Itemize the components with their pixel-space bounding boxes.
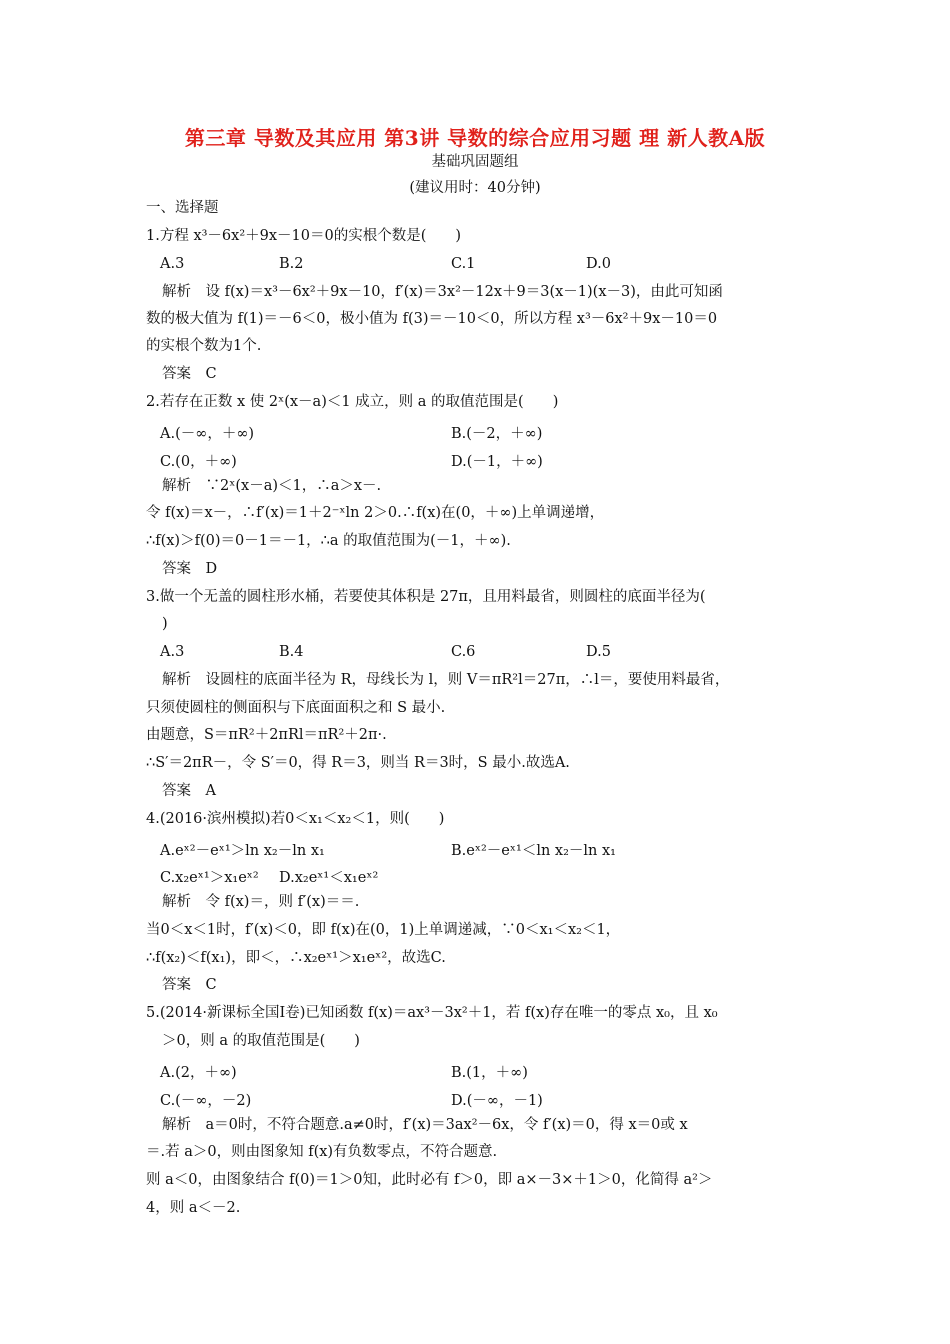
q5-option-d: D.(－∞，－1): [451, 1093, 543, 1109]
q5-analysis-3: 则 a＜0，由图象结合 f(0)＝1＞0知，此时必有 f＞0，即 a×－3×＋1＞0，化简得 a²＞: [146, 1172, 713, 1188]
q4-answer: 答案 C: [162, 977, 217, 993]
time-note: (建议用时：40分钟): [409, 180, 541, 196]
q1-option-d: D.0: [586, 256, 611, 272]
q3-analysis-3: 由题意，S＝πR²＋2πRl＝πR²＋2π·.: [146, 727, 387, 743]
q5-stem-2: ＞0，则 a 的取值范围是( ): [162, 1033, 360, 1049]
q5-analysis-2: ＝.若 a＞0，则由图象知 f(x)有负数零点，不符合题意.: [146, 1144, 498, 1160]
q5-analysis-1: 解析 a＝0时，不符合题意.a≠0时，f′(x)＝3ax²－6x，令 f′(x)＝0，得 x＝0或 x: [162, 1117, 688, 1133]
q3-analysis-2: 只须使圆柱的侧面积与下底面面积之和 S 最小.: [146, 700, 446, 716]
q1-stem: 1.方程 x³－6x²＋9x－10＝0的实根个数是( ): [146, 228, 462, 244]
q3-option-b: B.4: [279, 644, 304, 660]
section-heading: 一、选择题: [146, 200, 219, 216]
q2-analysis-3: ∴f(x)＞f(0)＝0－1＝－1，∴a 的取值范围为(－1，＋∞).: [146, 533, 511, 549]
q1-answer: 答案 C: [162, 366, 217, 382]
q2-option-c: C.(0，＋∞): [160, 454, 237, 470]
q3-option-a: A.3: [160, 644, 185, 660]
q3-option-c: C.6: [451, 644, 476, 660]
q4-option-a: A.eˣ²－eˣ¹＞ln x₂－ln x₁: [160, 843, 325, 859]
doc-title: 第三章 导数及其应用 第3讲 导数的综合应用习题 理 新人教A版: [184, 126, 766, 150]
q4-stem: 4.(2016·滨州模拟)若0＜x₁＜x₂＜1，则( ): [146, 811, 445, 827]
q5-option-b: B.(1，＋∞): [451, 1065, 528, 1081]
q1-analysis-2: 数的极大值为 f(1)＝－6＜0，极小值为 f(3)＝－10＜0，所以方程 x³－6x²＋9x－10＝0: [146, 311, 718, 327]
q4-analysis-3: ∴f(x₂)＜f(x₁)，即＜，∴x₂eˣ¹＞x₁eˣ²，故选C.: [146, 950, 446, 966]
q2-stem: 2.若存在正数 x 使 2ˣ(x－a)＜1 成立，则 a 的取值范围是( ): [146, 394, 559, 410]
q1-option-c: C.1: [451, 256, 476, 272]
q4-analysis-1: 解析 令 f(x)＝，则 f′(x)＝＝.: [162, 894, 360, 910]
q3-answer: 答案 A: [162, 783, 216, 799]
q1-option-a: A.3: [160, 256, 185, 272]
q1-analysis-1: 解析 设 f(x)＝x³－6x²＋9x－10，f′(x)＝3x²－12x＋9＝3(x－1)(x－3)，由此可知函: [162, 284, 723, 300]
q5-option-a: A.(2，＋∞): [160, 1065, 237, 1081]
q2-analysis-2: 令 f(x)＝x－，∴f′(x)＝1＋2⁻ˣln 2＞0.∴f(x)在(0，＋∞)上单调递增，: [146, 505, 605, 521]
q5-stem-1: 5.(2014·新课标全国Ⅰ卷)已知函数 f(x)＝ax³－3x²＋1，若 f(x)存在唯一的零点 x₀，且 x₀: [146, 1005, 718, 1021]
q3-stem-1: 3.做一个无盖的圆柱形水桶，若要使其体积是 27π，且用料最省，则圆柱的底面半径为(: [146, 589, 706, 605]
q1-option-b: B.2: [279, 256, 304, 272]
q1-analysis-3: 的实根个数为1个.: [146, 338, 262, 354]
q2-analysis-1: 解析 ∵2ˣ(x－a)＜1，∴a＞x－.: [162, 478, 382, 494]
q3-option-d: D.5: [586, 644, 611, 660]
group-title: 基础巩固题组: [431, 154, 519, 170]
q4-option-b: B.eˣ²－eˣ¹＜ln x₂－ln x₁: [451, 843, 616, 859]
q4-option-c: C.x₂eˣ¹＞x₁eˣ²: [160, 870, 259, 886]
q4-analysis-2: 当0＜x＜1时，f′(x)＜0，即 f(x)在(0，1)上单调递减，∵0＜x₁＜x₂＜1，: [146, 922, 621, 938]
q2-option-b: B.(－2，＋∞): [451, 426, 543, 442]
q4-option-d: D.x₂eˣ¹＜x₁eˣ²: [279, 870, 379, 886]
q2-answer: 答案 D: [162, 561, 218, 577]
q2-option-d: D.(－1，＋∞): [451, 454, 543, 470]
q3-analysis-1: 解析 设圆柱的底面半径为 R，母线长为 l，则 V＝πR²l＝27π，∴l＝，要使用料最省，: [162, 672, 730, 688]
q3-stem-2: ): [162, 616, 168, 632]
q2-option-a: A.(－∞，＋∞): [160, 426, 255, 442]
q5-analysis-4: 4，则 a＜－2.: [146, 1200, 241, 1216]
q3-analysis-4: ∴S′＝2πR－，令 S′＝0，得 R＝3，则当 R＝3时，S 最小.故选A.: [146, 755, 570, 771]
q5-option-c: C.(－∞，－2): [160, 1093, 252, 1109]
